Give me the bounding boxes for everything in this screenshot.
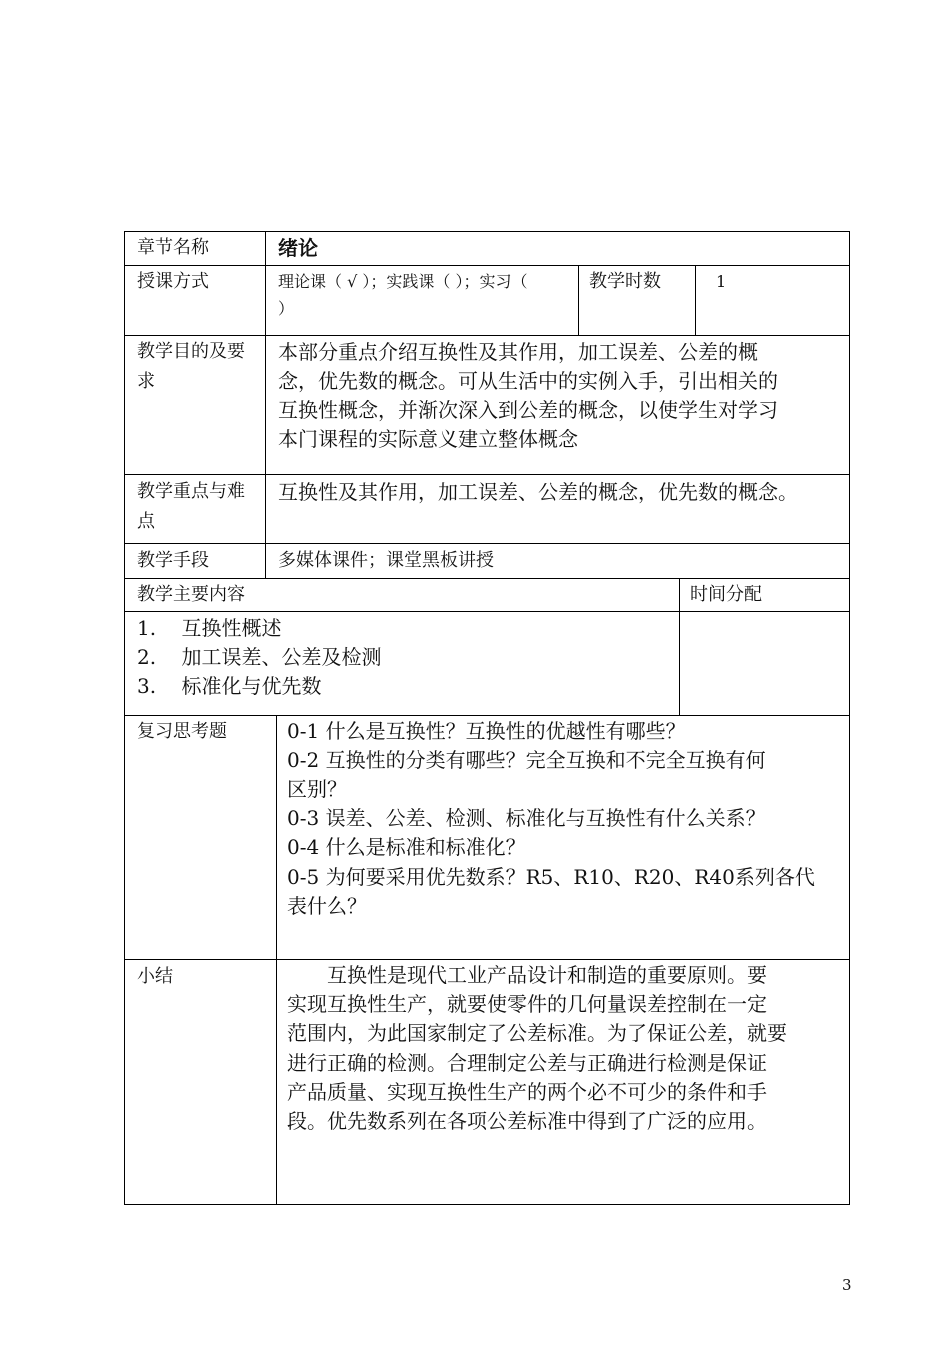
label-column-divider bbox=[265, 231, 266, 578]
means-label: 教学手段 bbox=[137, 550, 209, 571]
chapter-label: 章节名称 bbox=[137, 237, 209, 258]
content-item: 3. 标准化与优先数 bbox=[137, 674, 322, 698]
row-divider bbox=[124, 335, 850, 336]
review-question-line: 表什么？ bbox=[287, 894, 367, 918]
review-label: 复习思考题 bbox=[137, 721, 227, 742]
table-border-left bbox=[124, 231, 125, 1205]
row-divider bbox=[124, 265, 850, 266]
method-value-line1: 理论课（ √ ）；实践课（ ）；实习（ bbox=[278, 272, 528, 291]
time-allocation-label: 时间分配 bbox=[690, 584, 762, 605]
page-number: 3 bbox=[842, 1276, 852, 1294]
review-question-line: 0-4 什么是标准和标准化？ bbox=[287, 835, 526, 859]
content-label: 教学主要内容 bbox=[137, 584, 245, 605]
key-points-label-line1: 教学重点与难 bbox=[137, 481, 245, 502]
hours-value: 1 bbox=[716, 272, 727, 291]
summary-text-line: 实现互换性生产，就要使零件的几何量误差控制在一定 bbox=[287, 992, 767, 1016]
goals-text-line: 念，优先数的概念。可从生活中的实例入手，引出相关的 bbox=[278, 369, 778, 393]
key-points-text: 互换性及其作用，加工误差、公差的概念，优先数的概念。 bbox=[278, 480, 798, 504]
review-question-line: 区别？ bbox=[287, 777, 347, 801]
label-column-divider bbox=[276, 715, 277, 1204]
review-question-line: 0-2 互换性的分类有哪些？完全互换和不完全互换有何 bbox=[287, 748, 766, 772]
row-divider bbox=[124, 959, 850, 960]
row-divider bbox=[124, 578, 850, 579]
method-value-line2: ） bbox=[278, 299, 295, 318]
hours-value-divider bbox=[695, 265, 696, 335]
summary-text-line: 互换性是现代工业产品设计和制造的重要原则。要 bbox=[287, 963, 767, 987]
review-question-line: 0-1 什么是互换性？互换性的优越性有哪些？ bbox=[287, 719, 686, 743]
row-divider bbox=[124, 543, 850, 544]
chapter-title: 绪论 bbox=[278, 236, 318, 260]
summary-label: 小结 bbox=[137, 966, 173, 987]
hours-label-divider bbox=[578, 265, 579, 335]
review-question-line: 0-5 为何要采用优先数系？R5、R10、R20、R40系列各代 bbox=[287, 865, 815, 889]
goals-text-line: 本部分重点介绍互换性及其作用，加工误差、公差的概 bbox=[278, 340, 758, 364]
time-column-divider bbox=[679, 578, 680, 715]
table-border-bottom bbox=[124, 1204, 850, 1205]
row-divider bbox=[124, 715, 850, 716]
summary-text-line: 进行正确的检测。合理制定公差与正确进行检测是保证 bbox=[287, 1051, 767, 1075]
method-label: 授课方式 bbox=[137, 271, 209, 292]
goals-label-line1: 教学目的及要 bbox=[137, 341, 245, 362]
row-divider bbox=[124, 474, 850, 475]
goals-text-line: 互换性概念，并渐次深入到公差的概念，以使学生对学习 bbox=[278, 398, 778, 422]
goals-text-line: 本门课程的实际意义建立整体概念 bbox=[278, 427, 578, 451]
goals-label-line2: 求 bbox=[137, 371, 155, 392]
summary-text-line: 段。优先数系列在各项公差标准中得到了广泛的应用。 bbox=[287, 1109, 767, 1133]
table-border-right bbox=[849, 231, 850, 1205]
row-divider bbox=[124, 611, 850, 612]
summary-text-line: 范围内，为此国家制定了公差标准。为了保证公差，就要 bbox=[287, 1021, 787, 1045]
content-item: 2. 加工误差、公差及检测 bbox=[137, 645, 382, 669]
content-item: 1. 互换性概述 bbox=[137, 616, 282, 640]
review-question-line: 0-3 误差、公差、检测、标准化与互换性有什么关系？ bbox=[287, 806, 766, 830]
summary-text-line: 产品质量、实现互换性生产的两个必不可少的条件和手 bbox=[287, 1080, 767, 1104]
hours-label: 教学时数 bbox=[589, 271, 661, 292]
means-value: 多媒体课件；课堂黑板讲授 bbox=[278, 550, 494, 571]
table-border-top bbox=[124, 231, 850, 232]
key-points-label-line2: 点 bbox=[137, 511, 155, 532]
